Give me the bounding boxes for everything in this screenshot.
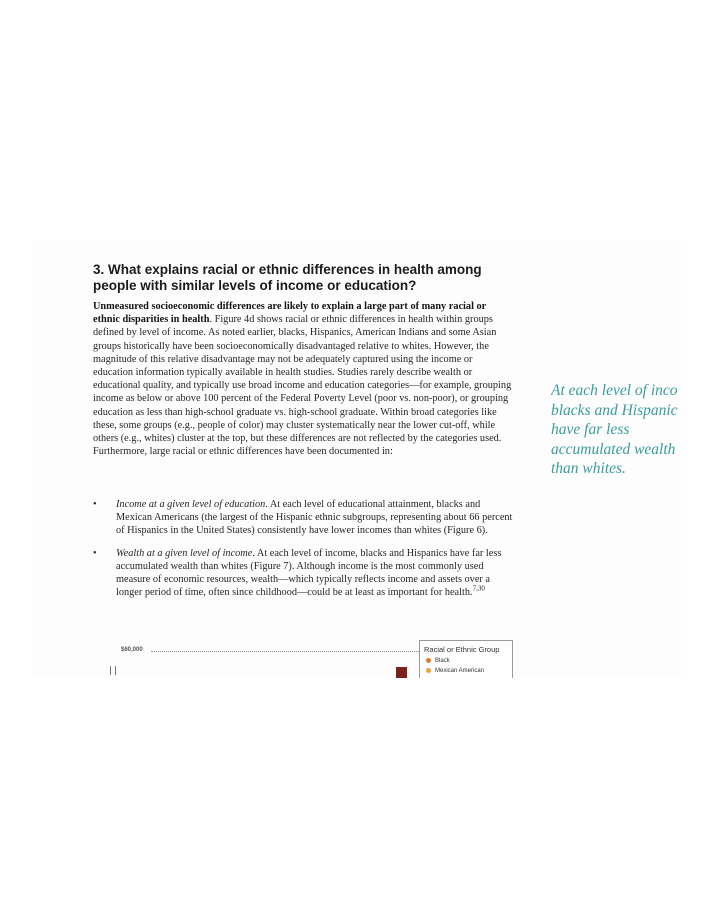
- body-paragraph: [93, 300, 513, 458]
- legend-item: [426, 668, 484, 674]
- paragraph-text: . Figure 4d shows racial or ethnic differences in health within groups defined by level of income. As noted earlier, blacks, Hispanics, American Indians and some Asian groups historically have been socioeconomically disadvantaged relative to whites. However, the magnitude of this relative disadvantage may not be adequately captured using the income or education information typically available in health studies. Studies rarely describe wealth or educational quality, and typically use broad income and education categories—for example, grouping income as below or above 100 percent of the Federal Poverty Level (poor vs. non-poor), or grouping education as less than high-school graduate vs. high-school graduate. Within broad categories like these, some groups (e.g., people of color) may cluster systematically near the lower cut-off, while others (e.g., whites) cluster at the top, but these differences are not reflected by the categories used. Furthermore, large racial or ethnic differences have been documented in:: [93, 314, 512, 458]
- legend-swatch-mexican-american: [426, 668, 431, 673]
- bullet-title: Income at a given level of education: [116, 499, 266, 510]
- document-page: [33, 240, 681, 678]
- bullet-marker: •: [93, 547, 97, 559]
- bullet-text: . At each level of income, blacks and Hispanics have far less accumulated wealth than whites (Figure 7). Although income is the most commonly used measure of economic resources, wealth—which typically reflects income and assets over a longer period of time, often since childhood—could be at least as important for health.: [116, 547, 502, 599]
- figure-chart: [93, 638, 523, 678]
- chart-legend: [419, 640, 513, 678]
- list-item: [93, 547, 513, 600]
- y-axis-label-stub: [110, 666, 116, 675]
- list-item: [93, 498, 513, 538]
- legend-title: Racial or Ethnic Group: [424, 645, 500, 654]
- paragraph-lead-bold: Unmeasured socioeconomic differences are likely to explain a large part of many racial or ethnic disparities in health: [93, 301, 487, 326]
- citation-ref: 7,30: [472, 584, 485, 593]
- pull-quote-line: blacks and Hispanic: [551, 401, 678, 419]
- pull-quote-line: than whites.: [551, 460, 626, 477]
- pull-quote-line: accumulated wealth: [551, 440, 676, 458]
- legend-swatch-black: [426, 658, 431, 663]
- legend-item: [426, 658, 450, 664]
- legend-label: Mexican American: [435, 668, 485, 675]
- pull-quote: [551, 381, 681, 479]
- y-axis-tick-label: $60,000: [121, 647, 143, 653]
- bullet-marker: •: [93, 499, 97, 510]
- legend-label: Black: [435, 658, 450, 665]
- bullet-list: [93, 498, 513, 608]
- gridline: [151, 651, 451, 652]
- bullet-title: Wealth at a given level of income: [116, 547, 253, 559]
- pull-quote-line: At each level of inco: [551, 382, 678, 399]
- section-heading: 3. What explains racial or ethnic differences in health among people with similar levels of income or education?: [93, 262, 482, 293]
- bullet-text: . At each level of educational attainment, blacks and Mexican Americans (the largest of the Hispanic ethnic subgroups, representing about 66 percent of Hispanics in the United States) consistently have lower incomes than whites (Figure 6).: [116, 499, 513, 537]
- pull-quote-line: have far less: [551, 421, 630, 438]
- chart-bar: [396, 667, 407, 678]
